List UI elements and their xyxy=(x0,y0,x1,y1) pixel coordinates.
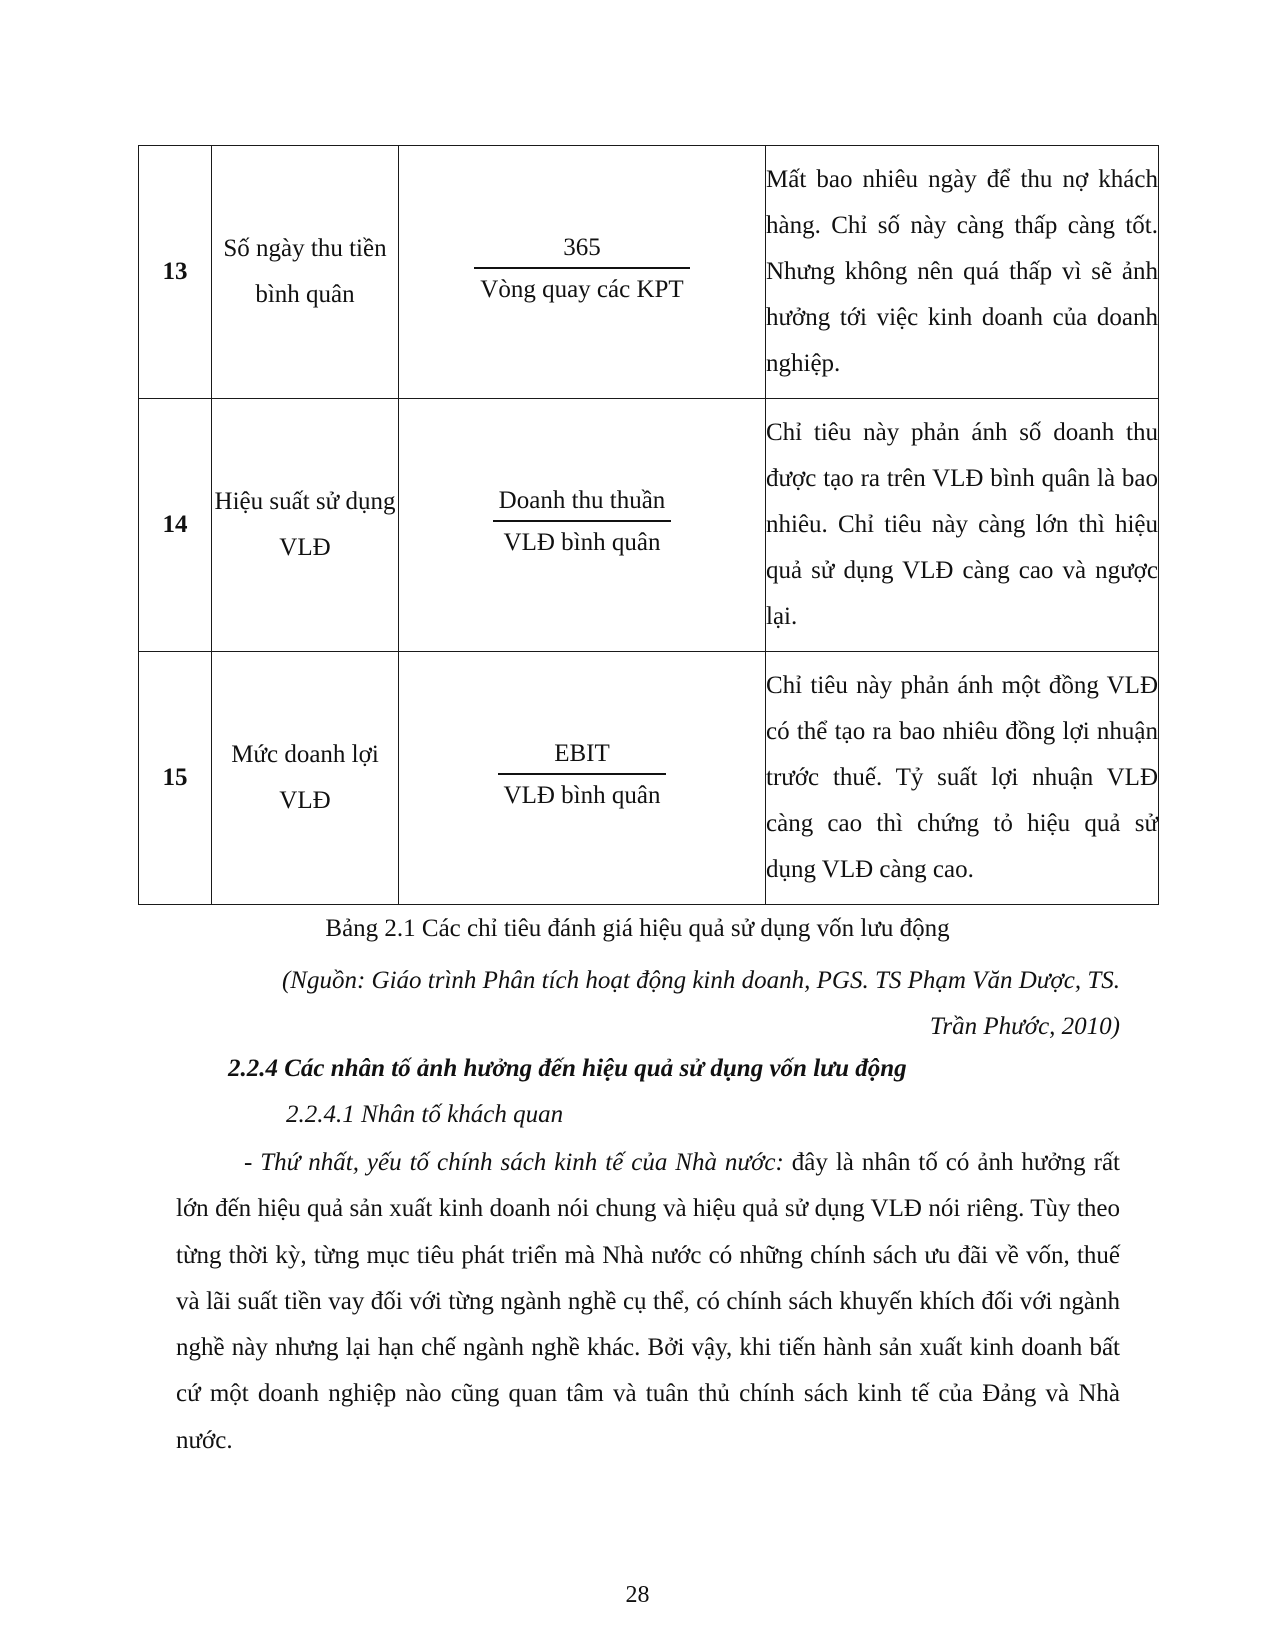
source-line-1: (Nguồn: Giáo trình Phân tích hoạt động kinh doanh, PGS. TS Phạm Văn Dược, TS. xyxy=(281,967,1120,994)
table-source xyxy=(120,958,1120,1050)
indicator-name: Số ngày thu tiền bình quân xyxy=(212,146,399,399)
formula-cell xyxy=(399,652,766,905)
formula-denominator: Vòng quay các KPT xyxy=(480,276,684,303)
table-row xyxy=(139,652,1159,905)
formula-fraction xyxy=(474,231,689,307)
indicator-name: Hiệu suất sử dụng VLĐ xyxy=(212,399,399,652)
row-number: 14 xyxy=(139,399,212,652)
subsection-heading: 2.2.4.1 Nhân tố khách quan xyxy=(286,1101,564,1128)
formula-numerator: 365 xyxy=(474,231,689,269)
indicator-name: Mức doanh lợi VLĐ xyxy=(212,652,399,905)
formula-fraction xyxy=(493,484,672,560)
formula-fraction xyxy=(498,737,667,813)
formula-denominator: VLĐ bình quân xyxy=(503,529,661,556)
section-heading: 2.2.4 Các nhân tố ảnh hưởng đến hiệu quả sử dụng vốn lưu động xyxy=(228,1055,907,1082)
paragraph-body: đây là nhân tố có ảnh hưởng rất lớn đến hiệu quả sản xuất kinh doanh nói chung và hiệu quả sử dụng VLĐ nói riêng. Tùy theo từng thời kỳ, từng mục tiêu phát triển mà Nhà nước có những chính sách ưu đãi về vốn, thuế và lãi suất tiền vay đối với từng ngành nghề cụ thể, có chính sách khuyến khích đối với ngành nghề này nhưng lại hạn chế ngành nghề khác. Bởi vậy, khi tiến hành sản xuất kinh doanh bất cứ một doanh nghiệp nào cũng quan tâm và tuân thủ chính sách kinh tế của Đảng và Nhà nước. xyxy=(176,1149,1120,1454)
table-row xyxy=(139,399,1159,652)
indicator-description: Chỉ tiêu này phản ánh một đồng VLĐ có thể tạo ra bao nhiêu đồng lợi nhuận trước thuế. Tỷ suất lợi nhuận VLĐ càng cao thì chứng tỏ hiệu quả sử dụng VLĐ càng cao. xyxy=(766,652,1159,905)
row-number: 13 xyxy=(139,146,212,399)
formula-denominator: VLĐ bình quân xyxy=(503,782,661,809)
indicator-description: Chỉ tiêu này phản ánh số doanh thu được tạo ra trên VLĐ bình quân là bao nhiêu. Chỉ tiêu này càng lớn thì hiệu quả sử dụng VLĐ càng cao và ngược lại. xyxy=(766,399,1159,652)
row-number: 15 xyxy=(139,652,212,905)
formula-numerator: Doanh thu thuần xyxy=(493,484,672,522)
indicator-description: Mất bao nhiêu ngày để thu nợ khách hàng. Chỉ số này càng thấp càng tốt. Nhưng không nên quá thấp vì sẽ ảnh hưởng tới việc kinh doanh của doanh nghiệp. xyxy=(766,146,1159,399)
page-number: 28 xyxy=(625,1582,650,1608)
formula-cell xyxy=(399,399,766,652)
indicators-table xyxy=(138,145,1159,905)
table-row xyxy=(139,146,1159,399)
table-caption: Bảng 2.1 Các chỉ tiêu đánh giá hiệu quả sử dụng vốn lưu động xyxy=(325,915,950,942)
source-line-2: Trần Phước, 2010) xyxy=(929,1013,1120,1040)
formula-numerator: EBIT xyxy=(498,737,667,775)
paragraph-lead: - Thứ nhất, yếu tố chính sách kinh tế của Nhà nước: xyxy=(244,1149,784,1176)
formula-cell xyxy=(399,146,766,399)
body-paragraph xyxy=(176,1140,1120,1464)
